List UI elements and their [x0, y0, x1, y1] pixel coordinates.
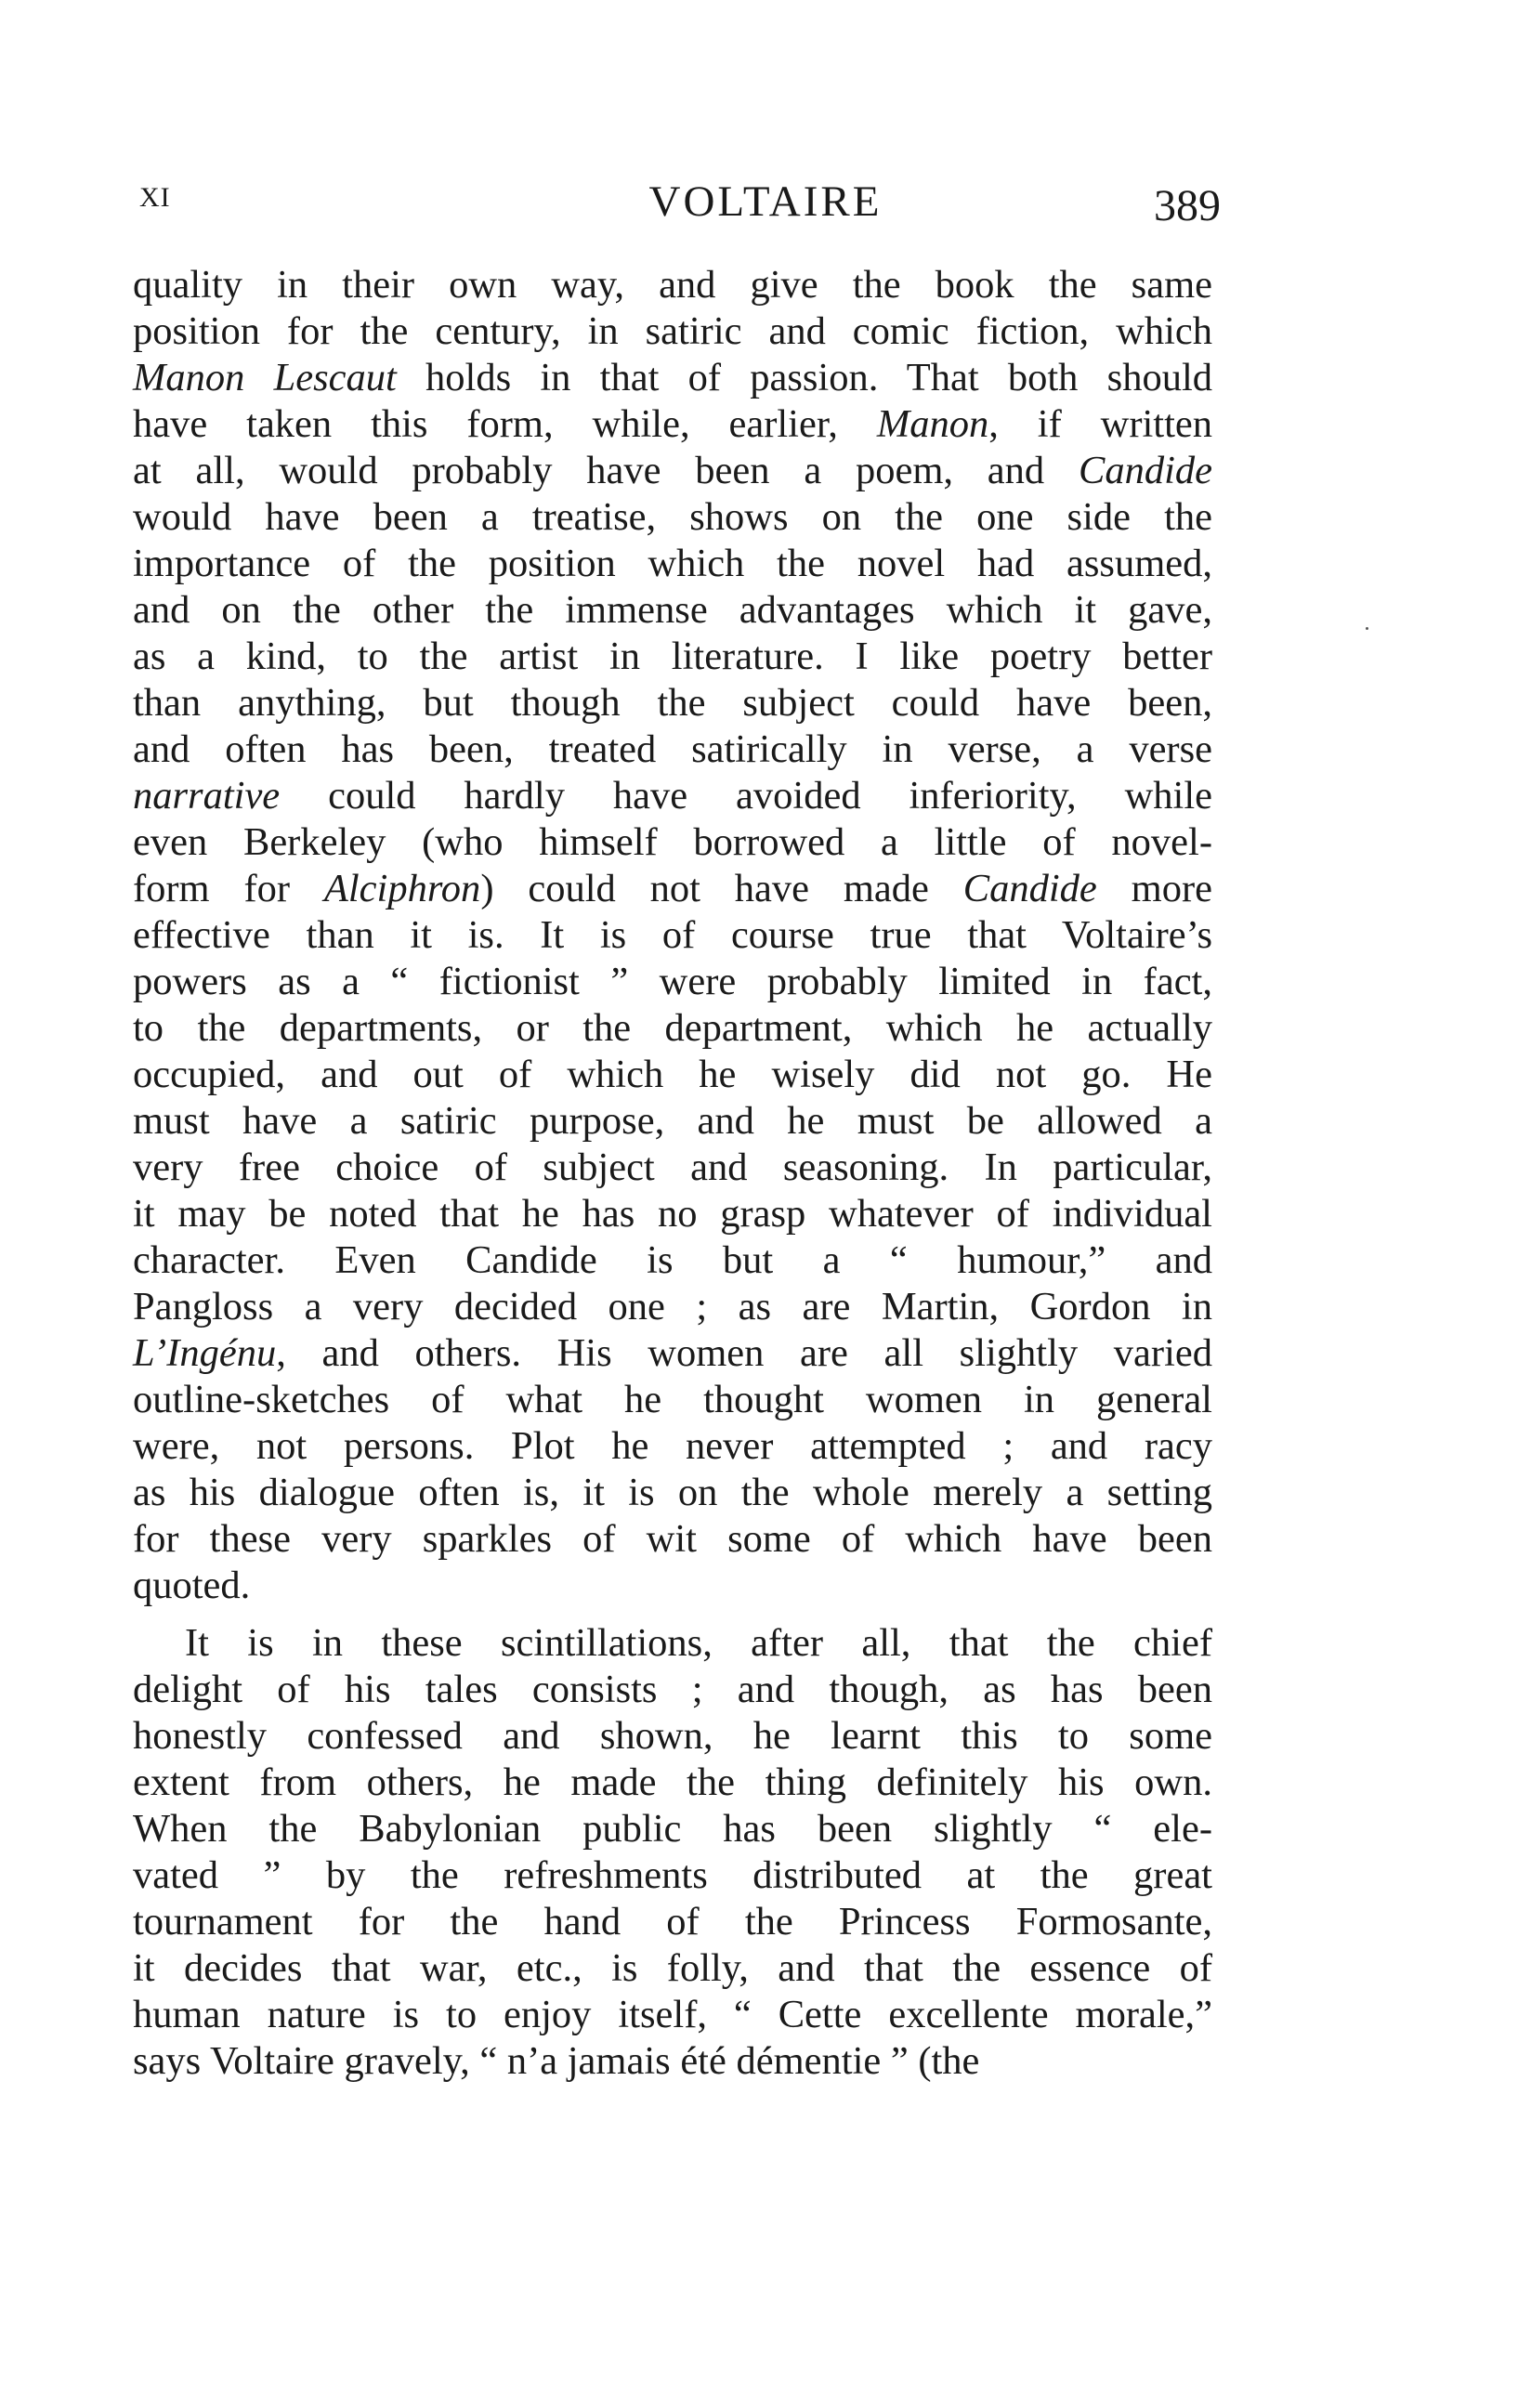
text-run: It is in these scintillations, after all, that the chief	[185, 1621, 1212, 1665]
text-line	[133, 1191, 1212, 1237]
text-run: delight of his tales consists ; and though, as has been	[133, 1668, 1212, 1711]
italic-text: narrative	[133, 774, 281, 818]
italic-text: Manon Lescaut	[133, 356, 397, 399]
text-run: to the departments, or the department, which he actually	[133, 1006, 1212, 1050]
text-line	[133, 1237, 1212, 1284]
text-line	[133, 262, 1212, 308]
italic-text: L’Ingénu	[133, 1331, 277, 1375]
text-line	[133, 1563, 1212, 1609]
text-run: Pangloss a very decided one ; as are Martin, Gordon in	[133, 1285, 1212, 1328]
text-run: , if written	[988, 402, 1213, 446]
text-run: it decides that war, etc., is folly, and that the essence of	[133, 1946, 1212, 1990]
text-line	[133, 1377, 1212, 1423]
text-run: says Voltaire gravely, “ n’a jamais été démentie ” (the	[133, 2039, 980, 2083]
text-run: very free choice of subject and seasoning. In particular,	[133, 1145, 1212, 1189]
text-run: importance of the position which the novel had assumed,	[133, 542, 1212, 585]
text-line	[133, 1945, 1212, 1992]
text-line	[133, 819, 1212, 866]
print-speck	[1366, 627, 1368, 630]
text-run: quoted.	[133, 1564, 251, 1607]
text-line	[133, 1098, 1212, 1145]
text-run: even Berkeley (who himself borrowed a little of novel-	[133, 820, 1212, 864]
text-line	[133, 1423, 1212, 1470]
text-run: human nature is to enjoy itself, “ Cette excellente morale,”	[133, 1993, 1212, 2036]
text-run: vated ” by the refreshments distributed at the great	[133, 1853, 1212, 1897]
text-line	[133, 1145, 1212, 1191]
text-line	[133, 1899, 1212, 1945]
text-line	[133, 1992, 1212, 2038]
text-line	[133, 1052, 1212, 1098]
text-line	[133, 1806, 1212, 1852]
text-line	[133, 1005, 1212, 1052]
text-line	[133, 866, 1212, 912]
text-line	[133, 1330, 1212, 1377]
text-line	[133, 1760, 1212, 1806]
text-run: honestly confessed and shown, he learnt this to some	[133, 1714, 1212, 1758]
paragraph	[133, 1620, 1212, 2085]
page-header	[0, 0, 1531, 279]
italic-text: Alciphron	[323, 867, 481, 910]
chapter-number: XI	[139, 182, 171, 213]
text-run: more	[1096, 867, 1212, 910]
text-run: must have a satiric purpose, and he must be allowed a	[133, 1099, 1212, 1143]
text-run: tournament for the hand of the Princess Formosante,	[133, 1900, 1212, 1943]
paragraph	[133, 262, 1212, 1609]
running-title: VOLTAIRE	[648, 177, 883, 226]
text-line	[133, 726, 1212, 773]
text-run: character. Even Candide is but a “ humour,” and	[133, 1238, 1212, 1282]
text-line	[133, 2038, 1212, 2085]
italic-text: Candide	[962, 867, 1097, 910]
text-line	[133, 448, 1212, 494]
text-line	[133, 401, 1212, 448]
text-line	[133, 773, 1212, 819]
text-line	[133, 680, 1212, 726]
text-run: holds in that of passion. That both should	[396, 356, 1212, 399]
text-run: occupied, and out of which he wisely did not go. He	[133, 1053, 1212, 1096]
text-run: form for	[133, 867, 324, 910]
text-run: , and others. His women are all slightly varied	[276, 1331, 1212, 1375]
text-run: as his dialogue often is, it is on the whole merely a setting	[133, 1471, 1212, 1514]
text-line	[133, 912, 1212, 959]
italic-text: Manon	[876, 402, 989, 446]
text-line	[133, 1516, 1212, 1563]
text-line	[133, 355, 1212, 401]
text-line	[133, 587, 1212, 634]
text-run: could hardly have avoided inferiority, while	[280, 774, 1212, 818]
text-run: powers as a “ fictionist ” were probably limited in fact,	[133, 960, 1212, 1003]
text-run: position for the century, in satiric and comic fiction, which	[133, 309, 1212, 353]
text-line	[133, 308, 1212, 355]
body-text	[133, 262, 1212, 2085]
text-line	[133, 959, 1212, 1005]
text-line	[133, 634, 1212, 680]
text-run: it may be noted that he has no grasp whatever of individual	[133, 1192, 1212, 1236]
text-line	[133, 1620, 1212, 1667]
text-run: effective than it is. It is of course true that Voltaire’s	[133, 913, 1212, 957]
text-run: quality in their own way, and give the book the same	[133, 263, 1212, 307]
text-run: than anything, but though the subject could have been,	[133, 681, 1212, 725]
text-line	[133, 1667, 1212, 1713]
text-run: and on the other the immense advantages which it gave,	[133, 588, 1212, 632]
text-run: When the Babylonian public has been slightly “ ele-	[133, 1807, 1212, 1851]
page-number: 389	[1154, 181, 1221, 230]
text-line	[133, 1713, 1212, 1760]
text-run: for these very sparkles of wit some of which have been	[133, 1517, 1212, 1561]
text-run: and often has been, treated satirically in verse, a verse	[133, 727, 1212, 771]
text-run: have taken this form, while, earlier,	[133, 402, 877, 446]
text-run: would have been a treatise, shows on the one side the	[133, 495, 1212, 539]
text-line	[133, 494, 1212, 541]
text-run: ) could not have made	[480, 867, 963, 910]
text-run: extent from others, he made the thing definitely his own.	[133, 1760, 1212, 1804]
text-line	[133, 1284, 1212, 1330]
text-run: as a kind, to the artist in literature. I like poetry better	[133, 635, 1212, 678]
text-line	[133, 541, 1212, 587]
text-line	[133, 1470, 1212, 1516]
italic-text: Candide	[1078, 449, 1212, 492]
text-run: outline-sketches of what he thought women in general	[133, 1378, 1212, 1421]
text-run: at all, would probably have been a poem, and	[133, 449, 1079, 492]
text-line	[133, 1852, 1212, 1899]
text-run: were, not persons. Plot he never attempted ; and racy	[133, 1424, 1212, 1468]
